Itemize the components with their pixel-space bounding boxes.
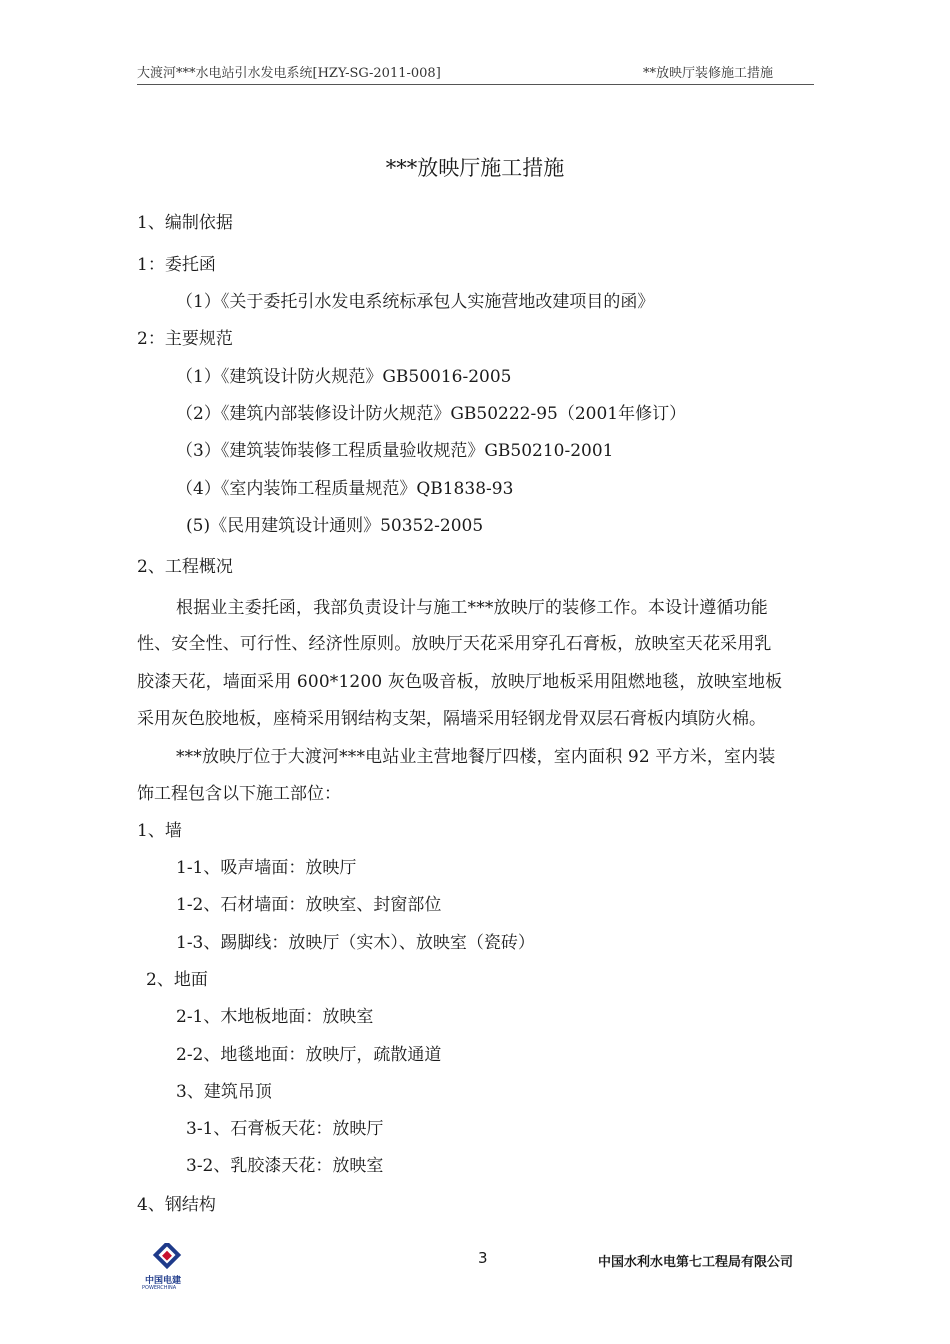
section-heading: 2、工程概况 (137, 557, 233, 577)
logo-text: 中国电建 (145, 1276, 182, 1286)
list-item: (5)《民用建筑设计通则》50352-2005 (186, 516, 484, 536)
paragraph-line: 性、安全性、可行性、经济性原则。放映厅天花采用穿孔石膏板，放映室天花采用乳 (137, 634, 772, 654)
list-item: 3-2、乳胶漆天花：放映室 (186, 1156, 384, 1176)
list-item: 2-1、木地板地面：放映室 (176, 1007, 374, 1027)
header-right: **放映厅装修施工措施 (643, 66, 774, 81)
list-item: （1）《建筑设计防火规范》GB50016-2005 (176, 367, 512, 387)
paragraph-line: 饰工程包含以下施工部位： (137, 784, 341, 804)
list-item: 1-1、吸声墙面：放映厅 (176, 858, 357, 878)
section-heading: 3、建筑吊顶 (176, 1082, 272, 1102)
company-name: 中国水利水电第七工程局有限公司 (598, 1255, 794, 1270)
header-left: 大渡河***水电站引水发电系统[HZY-SG-2011-008] (137, 66, 441, 81)
list-item: 2-2、地毯地面：放映厅，疏散通道 (176, 1045, 442, 1065)
paragraph-line: 根据业主委托函，我部负责设计与施工***放映厅的装修工作。本设计遵循功能 (176, 598, 768, 618)
list-item: 3-1、石膏板天花：放映厅 (186, 1119, 384, 1139)
subsection-heading: 1：委托函 (137, 255, 216, 275)
paragraph-line: 胶漆天花，墙面采用 600*1200 灰色吸音板，放映厅地板采用阻燃地毯，放映室地板 (137, 672, 783, 692)
logo-subtext: POWERCHINA (142, 1285, 177, 1291)
list-item: （4）《室内装饰工程质量规范》QB1838-93 (176, 479, 514, 499)
page-number: 3 (478, 1249, 488, 1267)
list-item: 1-3、踢脚线：放映厅（实木）、放映室（瓷砖） (176, 933, 535, 953)
section-heading: 4、钢结构 (137, 1195, 216, 1215)
list-item: （1）《关于委托引水发电系统标承包人实施营地改建项目的函》 (176, 292, 655, 312)
paragraph-line: ***放映厅位于大渡河***电站业主营地餐厅四楼，室内面积 92 平方米，室内装 (176, 747, 776, 767)
header-divider (137, 84, 814, 85)
list-item: （3）《建筑装饰装修工程质量验收规范》GB50210-2001 (176, 441, 614, 461)
paragraph-line: 采用灰色胶地板，座椅采用钢结构支架，隔墙采用轻钢龙骨双层石膏板内填防火棉。 (137, 709, 766, 729)
list-item: （2）《建筑内部装修设计防火规范》GB50222-95（2001年修订） (176, 404, 687, 424)
section-heading: 1、墙 (137, 821, 182, 841)
subsection-heading: 2：主要规范 (137, 329, 233, 349)
section-heading: 2、地面 (146, 970, 208, 990)
section-heading: 1、编制依据 (137, 213, 233, 233)
document-title: ***放映厅施工措施 (385, 156, 565, 180)
list-item: 1-2、石材墙面：放映室、封窗部位 (176, 895, 442, 915)
